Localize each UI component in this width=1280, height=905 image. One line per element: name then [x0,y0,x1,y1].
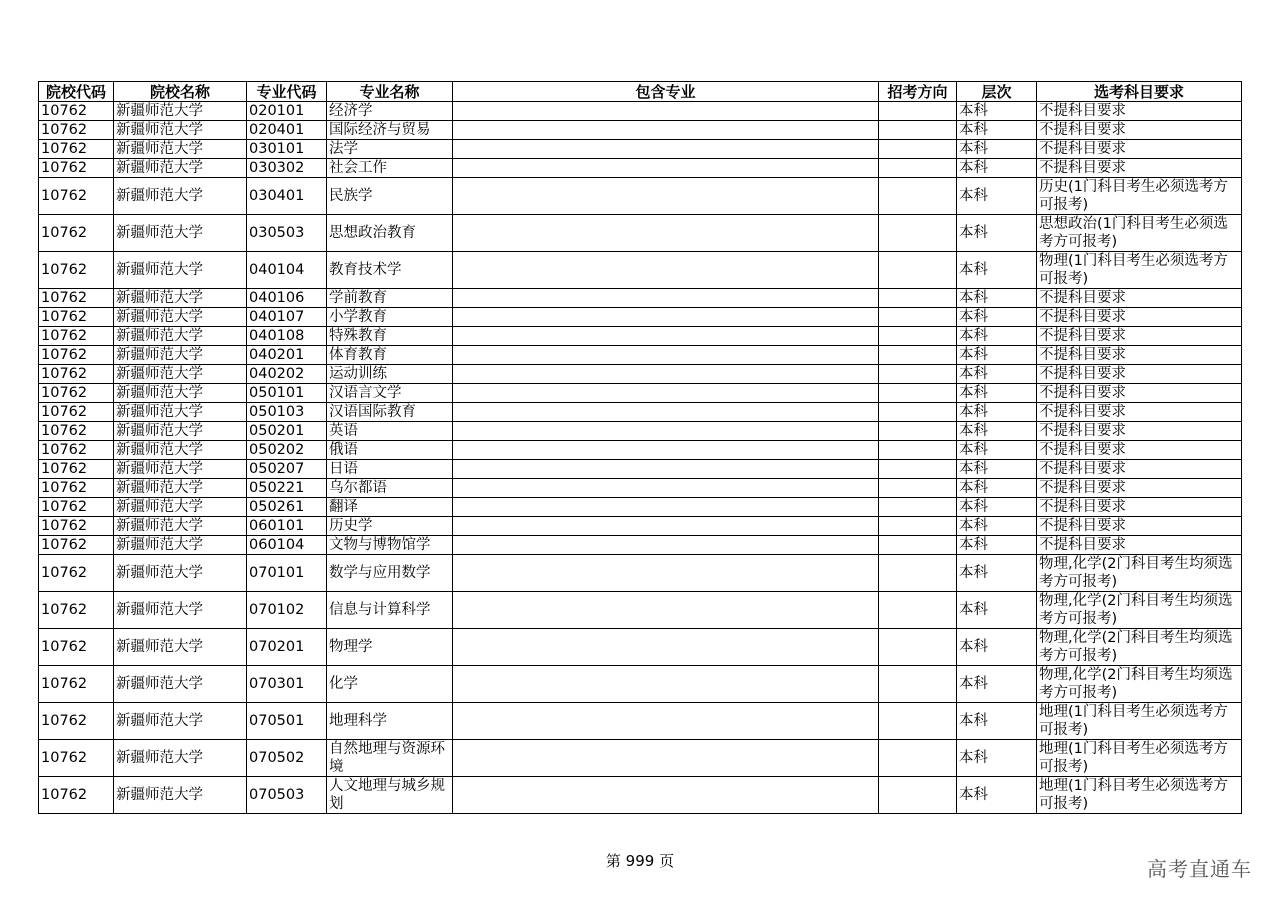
table-row [39,555,1242,592]
cell-school-code: 10762 [39,327,114,346]
cell-included-majors [453,422,879,441]
cell-subject-requirement: 物理,化学(2门科目考生均须选考方可报考) [1037,666,1242,703]
cell-major-code: 050261 [247,498,327,517]
cell-school-name: 新疆师范大学 [114,159,247,178]
cell-level: 本科 [957,703,1037,740]
cell-major-name: 教育技术学 [327,252,453,289]
cell-included-majors [453,666,879,703]
cell-major-name: 国际经济与贸易 [327,121,453,140]
cell-school-name: 新疆师范大学 [114,346,247,365]
cell-major-code: 020401 [247,121,327,140]
cell-school-name: 新疆师范大学 [114,629,247,666]
cell-subject-requirement: 不提科目要求 [1037,403,1242,422]
cell-subject-requirement: 历史(1门科目考生必须选考方可报考) [1037,178,1242,215]
table-row [39,384,1242,403]
cell-school-name: 新疆师范大学 [114,517,247,536]
cell-major-code: 040107 [247,308,327,327]
cell-major-name: 信息与计算科学 [327,592,453,629]
col-header-level: 层次 [957,82,1037,102]
cell-school-name: 新疆师范大学 [114,555,247,592]
cell-included-majors [453,121,879,140]
cell-school-code: 10762 [39,215,114,252]
cell-school-name: 新疆师范大学 [114,102,247,121]
cell-subject-requirement: 物理,化学(2门科目考生均须选考方可报考) [1037,629,1242,666]
cell-major-name: 地理科学 [327,703,453,740]
cell-direction [879,422,957,441]
cell-major-code: 060101 [247,517,327,536]
cell-direction [879,346,957,365]
col-header-included-majors: 包含专业 [453,82,879,102]
cell-level: 本科 [957,441,1037,460]
cell-subject-requirement: 不提科目要求 [1037,441,1242,460]
cell-school-name: 新疆师范大学 [114,140,247,159]
cell-school-code: 10762 [39,536,114,555]
cell-level: 本科 [957,346,1037,365]
cell-major-code: 070301 [247,666,327,703]
cell-school-name: 新疆师范大学 [114,384,247,403]
table-row [39,121,1242,140]
cell-school-name: 新疆师范大学 [114,460,247,479]
cell-school-name: 新疆师范大学 [114,536,247,555]
cell-subject-requirement: 不提科目要求 [1037,460,1242,479]
cell-major-name: 思想政治教育 [327,215,453,252]
cell-subject-requirement: 不提科目要求 [1037,479,1242,498]
cell-major-name: 英语 [327,422,453,441]
table-row [39,422,1242,441]
table-row [39,777,1242,814]
cell-school-code: 10762 [39,365,114,384]
cell-included-majors [453,536,879,555]
cell-major-name: 社会工作 [327,159,453,178]
cell-included-majors [453,178,879,215]
cell-level: 本科 [957,215,1037,252]
cell-direction [879,703,957,740]
cell-school-name: 新疆师范大学 [114,740,247,777]
cell-school-name: 新疆师范大学 [114,777,247,814]
cell-subject-requirement: 不提科目要求 [1037,102,1242,121]
cell-school-name: 新疆师范大学 [114,666,247,703]
cell-school-name: 新疆师范大学 [114,498,247,517]
cell-direction [879,666,957,703]
col-header-direction: 招考方向 [879,82,957,102]
table-row [39,308,1242,327]
cell-school-code: 10762 [39,289,114,308]
cell-subject-requirement: 不提科目要求 [1037,346,1242,365]
cell-school-name: 新疆师范大学 [114,327,247,346]
cell-school-name: 新疆师范大学 [114,178,247,215]
cell-school-code: 10762 [39,498,114,517]
cell-major-code: 070501 [247,703,327,740]
cell-school-code: 10762 [39,441,114,460]
admission-table [38,81,1242,814]
cell-direction [879,740,957,777]
watermark-text: 高考直通车 [1147,857,1252,881]
cell-level: 本科 [957,592,1037,629]
cell-major-name: 数学与应用数学 [327,555,453,592]
cell-school-code: 10762 [39,121,114,140]
cell-major-name: 历史学 [327,517,453,536]
cell-school-name: 新疆师范大学 [114,441,247,460]
cell-school-code: 10762 [39,384,114,403]
cell-school-code: 10762 [39,422,114,441]
cell-major-code: 050103 [247,403,327,422]
cell-level: 本科 [957,740,1037,777]
cell-school-code: 10762 [39,592,114,629]
table-row [39,403,1242,422]
cell-direction [879,102,957,121]
cell-included-majors [453,441,879,460]
cell-level: 本科 [957,308,1037,327]
table-row [39,536,1242,555]
cell-direction [879,121,957,140]
col-header-major-name: 专业名称 [327,82,453,102]
page-number: 第 999 页 [605,852,675,870]
cell-subject-requirement: 不提科目要求 [1037,308,1242,327]
cell-level: 本科 [957,384,1037,403]
cell-level: 本科 [957,140,1037,159]
cell-major-name: 翻译 [327,498,453,517]
cell-subject-requirement: 不提科目要求 [1037,159,1242,178]
cell-major-name: 运动训练 [327,365,453,384]
cell-school-code: 10762 [39,666,114,703]
cell-included-majors [453,403,879,422]
cell-included-majors [453,777,879,814]
cell-school-name: 新疆师范大学 [114,479,247,498]
cell-included-majors [453,498,879,517]
cell-direction [879,555,957,592]
cell-level: 本科 [957,289,1037,308]
cell-included-majors [453,460,879,479]
cell-included-majors [453,102,879,121]
cell-subject-requirement: 不提科目要求 [1037,327,1242,346]
cell-level: 本科 [957,403,1037,422]
cell-level: 本科 [957,498,1037,517]
table-row [39,215,1242,252]
table-row [39,703,1242,740]
cell-major-code: 070502 [247,740,327,777]
cell-direction [879,403,957,422]
cell-included-majors [453,327,879,346]
cell-major-name: 经济学 [327,102,453,121]
cell-included-majors [453,629,879,666]
cell-level: 本科 [957,479,1037,498]
cell-school-code: 10762 [39,703,114,740]
cell-direction [879,536,957,555]
cell-included-majors [453,346,879,365]
cell-school-name: 新疆师范大学 [114,121,247,140]
col-header-subject-requirement: 选考科目要求 [1037,82,1242,102]
cell-major-code: 030503 [247,215,327,252]
cell-level: 本科 [957,121,1037,140]
cell-included-majors [453,740,879,777]
table-row [39,178,1242,215]
cell-major-code: 040106 [247,289,327,308]
cell-major-name: 法学 [327,140,453,159]
cell-included-majors [453,140,879,159]
cell-direction [879,178,957,215]
cell-major-name: 文物与博物馆学 [327,536,453,555]
cell-major-code: 040104 [247,252,327,289]
cell-school-code: 10762 [39,252,114,289]
cell-major-code: 040108 [247,327,327,346]
cell-direction [879,289,957,308]
cell-level: 本科 [957,159,1037,178]
cell-subject-requirement: 不提科目要求 [1037,422,1242,441]
cell-school-code: 10762 [39,140,114,159]
table-row [39,102,1242,121]
cell-subject-requirement: 物理,化学(2门科目考生均须选考方可报考) [1037,592,1242,629]
cell-school-name: 新疆师范大学 [114,703,247,740]
table-body [39,102,1242,814]
cell-level: 本科 [957,365,1037,384]
cell-school-name: 新疆师范大学 [114,215,247,252]
cell-direction [879,629,957,666]
cell-subject-requirement: 不提科目要求 [1037,121,1242,140]
cell-major-code: 050207 [247,460,327,479]
cell-major-name: 自然地理与资源环境 [327,740,453,777]
cell-direction [879,460,957,479]
cell-included-majors [453,703,879,740]
cell-subject-requirement: 地理(1门科目考生必须选考方可报考) [1037,777,1242,814]
cell-level: 本科 [957,422,1037,441]
cell-subject-requirement: 地理(1门科目考生必须选考方可报考) [1037,740,1242,777]
cell-school-name: 新疆师范大学 [114,289,247,308]
cell-direction [879,308,957,327]
table-row [39,517,1242,536]
cell-included-majors [453,517,879,536]
cell-level: 本科 [957,536,1037,555]
cell-subject-requirement: 地理(1门科目考生必须选考方可报考) [1037,703,1242,740]
cell-direction [879,365,957,384]
cell-major-name: 物理学 [327,629,453,666]
cell-included-majors [453,289,879,308]
cell-major-name: 化学 [327,666,453,703]
table-row [39,252,1242,289]
cell-school-code: 10762 [39,517,114,536]
cell-major-name: 日语 [327,460,453,479]
cell-direction [879,517,957,536]
cell-included-majors [453,384,879,403]
cell-school-name: 新疆师范大学 [114,403,247,422]
cell-major-code: 070102 [247,592,327,629]
cell-subject-requirement: 思想政治(1门科目考生必须选考方可报考) [1037,215,1242,252]
cell-direction [879,159,957,178]
table-row [39,289,1242,308]
cell-included-majors [453,479,879,498]
cell-major-name: 俄语 [327,441,453,460]
cell-level: 本科 [957,252,1037,289]
cell-level: 本科 [957,460,1037,479]
table-row [39,629,1242,666]
table-row [39,365,1242,384]
cell-major-code: 050101 [247,384,327,403]
cell-major-code: 030302 [247,159,327,178]
cell-subject-requirement: 不提科目要求 [1037,384,1242,403]
cell-included-majors [453,252,879,289]
cell-level: 本科 [957,102,1037,121]
cell-subject-requirement: 物理(1门科目考生必须选考方可报考) [1037,252,1242,289]
cell-school-code: 10762 [39,308,114,327]
cell-direction [879,327,957,346]
cell-major-name: 学前教育 [327,289,453,308]
cell-major-code: 070201 [247,629,327,666]
table-row [39,592,1242,629]
cell-level: 本科 [957,327,1037,346]
cell-major-code: 040201 [247,346,327,365]
cell-subject-requirement: 不提科目要求 [1037,517,1242,536]
cell-school-code: 10762 [39,629,114,666]
cell-major-name: 汉语言文学 [327,384,453,403]
cell-subject-requirement: 不提科目要求 [1037,140,1242,159]
cell-major-name: 民族学 [327,178,453,215]
cell-included-majors [453,308,879,327]
cell-major-name: 乌尔都语 [327,479,453,498]
cell-school-code: 10762 [39,346,114,365]
cell-subject-requirement: 物理,化学(2门科目考生均须选考方可报考) [1037,555,1242,592]
cell-direction [879,498,957,517]
table-row [39,327,1242,346]
cell-school-name: 新疆师范大学 [114,308,247,327]
cell-school-code: 10762 [39,555,114,592]
cell-school-code: 10762 [39,102,114,121]
cell-direction [879,384,957,403]
table-row [39,479,1242,498]
cell-school-code: 10762 [39,740,114,777]
cell-major-code: 030401 [247,178,327,215]
cell-major-name: 人文地理与城乡规划 [327,777,453,814]
cell-school-name: 新疆师范大学 [114,422,247,441]
cell-school-name: 新疆师范大学 [114,252,247,289]
table-row [39,159,1242,178]
cell-school-name: 新疆师范大学 [114,592,247,629]
cell-major-code: 020101 [247,102,327,121]
cell-subject-requirement: 不提科目要求 [1037,289,1242,308]
cell-included-majors [453,215,879,252]
cell-major-code: 070503 [247,777,327,814]
col-header-major-code: 专业代码 [247,82,327,102]
table-row [39,460,1242,479]
cell-major-code: 050221 [247,479,327,498]
cell-included-majors [453,159,879,178]
cell-level: 本科 [957,517,1037,536]
cell-school-code: 10762 [39,403,114,422]
cell-school-name: 新疆师范大学 [114,365,247,384]
cell-direction [879,777,957,814]
cell-major-code: 030101 [247,140,327,159]
cell-major-code: 050201 [247,422,327,441]
cell-direction [879,215,957,252]
col-header-school-code: 院校代码 [39,82,114,102]
cell-school-code: 10762 [39,159,114,178]
cell-school-code: 10762 [39,479,114,498]
cell-direction [879,140,957,159]
header-row [39,82,1242,102]
cell-major-name: 特殊教育 [327,327,453,346]
cell-school-code: 10762 [39,460,114,479]
cell-level: 本科 [957,178,1037,215]
cell-level: 本科 [957,629,1037,666]
cell-subject-requirement: 不提科目要求 [1037,536,1242,555]
table-row [39,740,1242,777]
table-row [39,498,1242,517]
cell-direction [879,441,957,460]
cell-level: 本科 [957,777,1037,814]
cell-school-code: 10762 [39,777,114,814]
cell-school-code: 10762 [39,178,114,215]
cell-major-name: 小学教育 [327,308,453,327]
cell-direction [879,252,957,289]
table-row [39,441,1242,460]
cell-major-code: 060104 [247,536,327,555]
cell-major-code: 070101 [247,555,327,592]
cell-major-name: 汉语国际教育 [327,403,453,422]
cell-included-majors [453,555,879,592]
cell-included-majors [453,592,879,629]
cell-included-majors [453,365,879,384]
table-row [39,346,1242,365]
cell-subject-requirement: 不提科目要求 [1037,365,1242,384]
cell-direction [879,592,957,629]
table-row [39,666,1242,703]
cell-direction [879,479,957,498]
cell-level: 本科 [957,555,1037,592]
cell-major-code: 050202 [247,441,327,460]
cell-major-code: 040202 [247,365,327,384]
cell-subject-requirement: 不提科目要求 [1037,498,1242,517]
col-header-school-name: 院校名称 [114,82,247,102]
cell-level: 本科 [957,666,1037,703]
cell-major-name: 体育教育 [327,346,453,365]
table-row [39,140,1242,159]
